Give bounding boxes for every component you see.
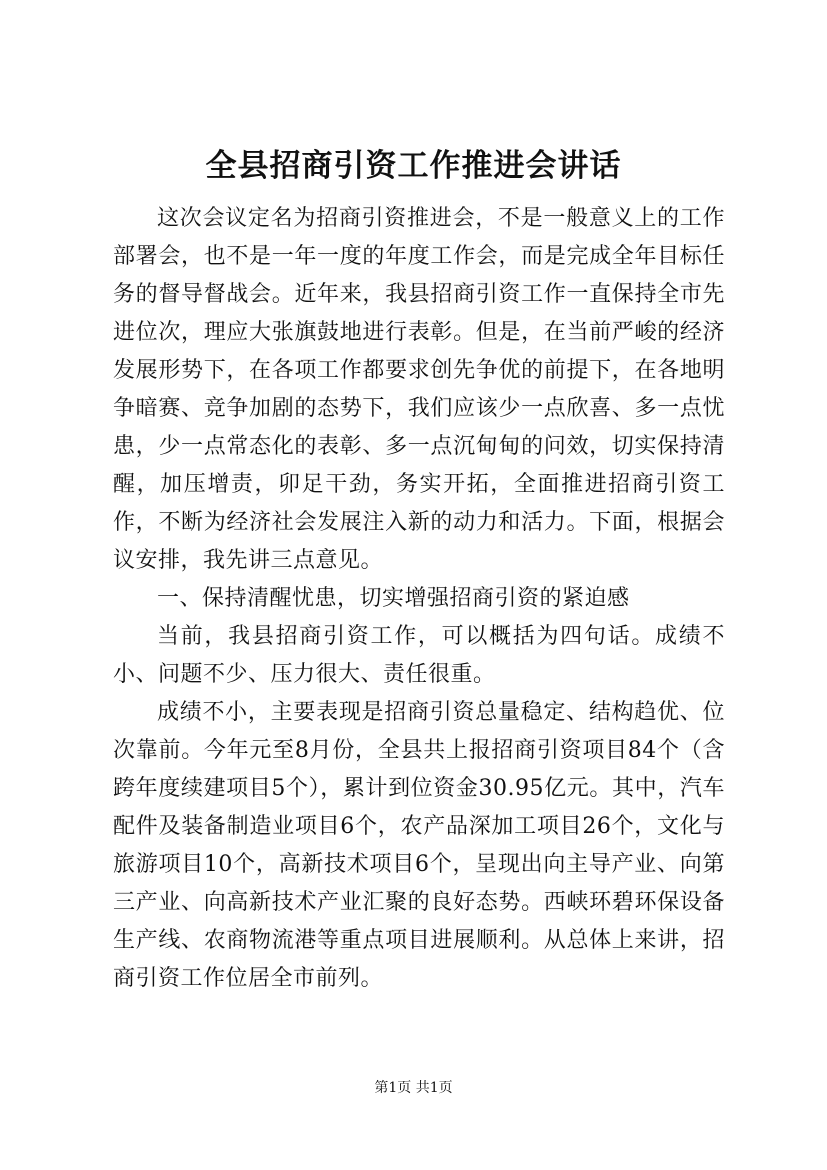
document-body bbox=[113, 200, 725, 998]
paragraph-summary: 当前，我县招商引资工作，可以概括为四句话。成绩不小、问题不少、压力很大、责任很重。 bbox=[113, 624, 725, 687]
page-footer: 第1页 共1页 bbox=[374, 1080, 453, 1096]
section-heading-1: 一、保持清醒忧患，切实增强招商引资的紧迫感 bbox=[157, 586, 630, 611]
document-title: 全县招商引资工作推进会讲话 bbox=[205, 148, 622, 184]
paragraph-achievements: 成绩不小，主要表现是招商引资总量稳定、结构趋优、位次靠前。今年元至8月份，全县共上报招商引资项目84个（含跨年度续建项目5个），累计到位资金30.95亿元。其中，汽车配件及装备制造业项目6个，农产品深加工项目26个，文化与旅游项目10个，高新技术项目6个，呈现出向主导产业、向第三产业、向高新技术产业汇聚的良好态势。西峡环碧环保设备生产线、农商物流港等重点项目进展顺利。从总体上来讲，招商引资工作位居全市前列。 bbox=[113, 700, 725, 991]
paragraph-intro: 这次会议定名为招商引资推进会，不是一般意义上的工作部署会，也不是一年一度的年度工作会，而是完成全年目标任务的督导督战会。近年来，我县招商引资工作一直保持全市先进位次，理应大张旗鼓地进行表彰。但是，在当前严峻的经济发展形势下，在各项工作都要求创先争优的前提下，在各地明争暗赛、竞争加剧的态势下，我们应该少一点欣喜、多一点忧患，少一点常态化的表彰、多一点沉甸甸的问效，切实保持清醒，加压增责，卯足干劲，务实开拓，全面推进招商引资工作，不断为经济社会发展注入新的动力和活力。下面，根据会议安排，我先讲三点意见。 bbox=[113, 206, 725, 573]
